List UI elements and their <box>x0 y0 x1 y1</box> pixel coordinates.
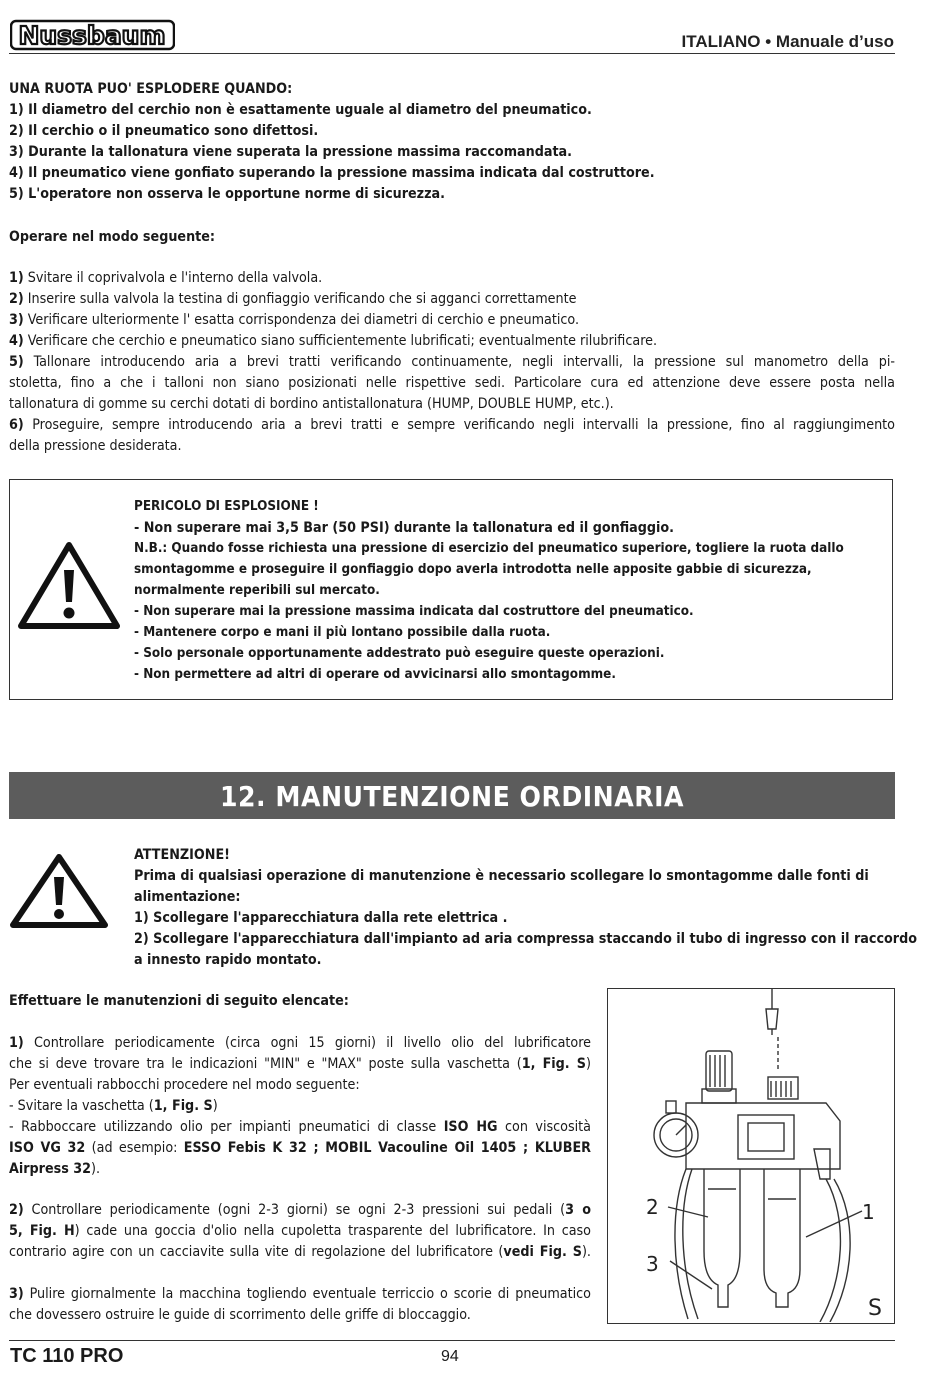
maintenance-line: ISO VG 32 (ad esempio: ESSO Febis K 32 ; MOBIL Vacouline Oil 1405 ; KLUBER <box>9 1140 591 1156</box>
step-text: Proseguire, sempre introducendo aria a brevi tratti e sempre verificando negli intervalli la pressione, fino al raggiungimento <box>23 417 895 433</box>
attention-line: Prima di qualsiasi operazione di manutenzione è necessario scollegare lo smontagomme dalle fonti di <box>134 868 869 884</box>
callout-3: 3 <box>646 1252 659 1276</box>
intro-heading: UNA RUOTA PUO' ESPLODERE QUANDO: <box>9 81 293 97</box>
step-number: 3) <box>9 312 24 328</box>
intro-item: 5) L'operatore non osserva le opportune norme di sicurezza. <box>9 186 445 202</box>
attention-title: ATTENZIONE! <box>134 847 230 863</box>
step-number: 6) <box>9 417 24 433</box>
svg-text:Nussbaum: Nussbaum <box>18 21 166 50</box>
danger-line: - Non superare mai 3,5 Bar (50 PSI) durante la tallonatura ed il gonfiaggio. <box>134 520 675 536</box>
step-text: Inserire sulla valvola la testina di gonfiaggio verificando che si agganci correttamente <box>23 291 577 307</box>
maintenance-line: - Svitare la vaschetta (1, Fig. S) <box>9 1098 218 1114</box>
step-number: 1) <box>9 270 24 286</box>
danger-line: normalmente reperibili sul mercato. <box>134 583 380 598</box>
danger-line: - Mantenere corpo e mani il più lontano possibile dalla ruota. <box>134 625 551 640</box>
callout-2: 2 <box>646 1195 659 1219</box>
section-heading: 12. MANUTENZIONE ORDINARIA <box>9 772 895 819</box>
maintenance-line: contrario agire con un cacciavite sulla vite di regolazione del lubrificatore (vedi Fig. S). <box>9 1244 591 1260</box>
maintenance-line: che si deve trovare tra le indicazioni "MIN" e "MAX" poste sulla vaschetta (1, Fig. S) <box>9 1056 591 1072</box>
procedure-line <box>9 352 895 372</box>
filter-lubricator-illustration <box>608 989 893 1322</box>
attention-line: 1) Scollegare l'apparecchiatura dalla rete elettrica . <box>134 910 508 926</box>
step-text: Svitare il coprivalvola e l'interno della valvola. <box>23 270 323 286</box>
intro-item: 3) Durante la tallonatura viene superata la pressione massima raccomandata. <box>9 144 573 160</box>
intro-item: 4) Il pneumatico viene gonfiato superando la pressione massima indicata dal costruttore. <box>9 165 655 181</box>
danger-title: PERICOLO DI ESPLOSIONE ! <box>134 499 319 514</box>
step-text: Tallonare introducendo aria a brevi tratti verificando continuamente, negli intervalli, la pressione sul manometro della pi- <box>23 354 895 370</box>
maintenance-line: 2) Controllare periodicamente (ogni 2-3 giorni) se ogni 2-3 pressioni sui pedali (3 o <box>9 1202 592 1218</box>
procedure-line <box>9 289 576 309</box>
danger-line: N.B.: Quando fosse richiesta una pressione di esercizio del pneumatico superiore, togliere la ruota dallo <box>134 541 844 556</box>
attention-line: 2) Scollegare l'apparecchiatura dall'impianto ad aria compressa staccando il tubo di ingresso con il raccordo <box>134 931 917 947</box>
procedure-heading: Operare nel modo seguente: <box>9 229 216 245</box>
maintenance-line: Airpress 32). <box>9 1161 101 1177</box>
figure-label: S <box>868 1296 882 1321</box>
header-title: ITALIANO • Manuale d’uso <box>681 32 894 51</box>
danger-line: - Non superare mai la pressione massima indicata dal costruttore del pneumatico. <box>134 604 694 619</box>
warning-triangle-icon <box>17 540 121 630</box>
procedure-line <box>9 331 657 351</box>
danger-line: - Solo personale opportunamente addestrato può eseguire queste operazioni. <box>134 646 665 661</box>
danger-line: - Non permettere ad altri di operare od avvicinarsi allo smontagomme. <box>134 667 616 682</box>
step-number: 2) <box>9 291 24 307</box>
intro-item: 1) Il diametro del cerchio non è esattamente uguale al diametro del pneumatico. <box>9 102 592 118</box>
maintenance-line: Per eventuali rabbocchi procedere nel modo seguente: <box>9 1077 360 1093</box>
attention-line: alimentazione: <box>134 889 241 905</box>
step-number: 4) <box>9 333 24 349</box>
nussbaum-logo <box>10 18 175 52</box>
intro-item: 2) Il cerchio o il pneumatico sono difettosi. <box>9 123 319 139</box>
procedure-line <box>9 310 579 330</box>
figure-s <box>607 988 895 1324</box>
maintenance-heading: Effettuare le manutenzioni di seguito elencate: <box>9 993 349 1009</box>
maintenance-line: 3) Pulire giornalmente la macchina togliendo eventuale terriccio o scorie di pneumatico <box>9 1286 591 1302</box>
step-text: Verificare ulteriormente l' esatta corrispondenza dei diametri di cerchio e pneumatico. <box>23 312 580 328</box>
danger-line: smontagomme e proseguire il gonfiaggio dopo averla introdotta nelle apposite gabbie di sicurezza, <box>134 562 812 577</box>
maintenance-line: 5, Fig. H) cade una goccia d'olio nella cupoletta trasparente del lubrificatore. In caso <box>9 1223 591 1239</box>
procedure-line <box>9 415 895 435</box>
page-number: 94 <box>441 1348 459 1365</box>
maintenance-line: - Rabboccare utilizzando olio per impianti pneumatici di classe ISO HG con viscosità <box>9 1119 591 1135</box>
maintenance-line: che dovessero ostruire le guide di scorrimento delle griffe di bloccaggio. <box>9 1307 471 1323</box>
procedure-line <box>9 268 322 288</box>
footer-model: TC 110 PRO <box>10 1345 124 1367</box>
step-text: della pressione desiderata. <box>9 438 182 454</box>
footer-rule <box>9 1340 895 1341</box>
header-rule <box>9 53 895 54</box>
procedure-line <box>9 436 182 456</box>
step-text: tallonatura di gomme su cerchi dotati di bordino antistallonatura (HUMP, DOUBLE HUMP, etc.). <box>9 396 614 412</box>
procedure-line <box>9 373 895 393</box>
step-number: 5) <box>9 354 24 370</box>
step-text: Verificare che cerchio e pneumatico siano sufficientemente lubrificati; eventualmente rilubrificare. <box>23 333 658 349</box>
procedure-line <box>9 394 614 414</box>
callout-1: 1 <box>862 1200 875 1224</box>
maintenance-line: 1) Controllare periodicamente (circa ogni 15 giorni) il livello olio del lubrificatore <box>9 1035 591 1051</box>
step-text: stoletta, fino a che i talloni non siano posizionati nelle rispettive sedi. Particolare cura ed attenzione deve essere posta nella <box>9 375 895 391</box>
attention-line: a innesto rapido montato. <box>134 952 322 968</box>
warning-triangle-icon <box>9 853 109 929</box>
